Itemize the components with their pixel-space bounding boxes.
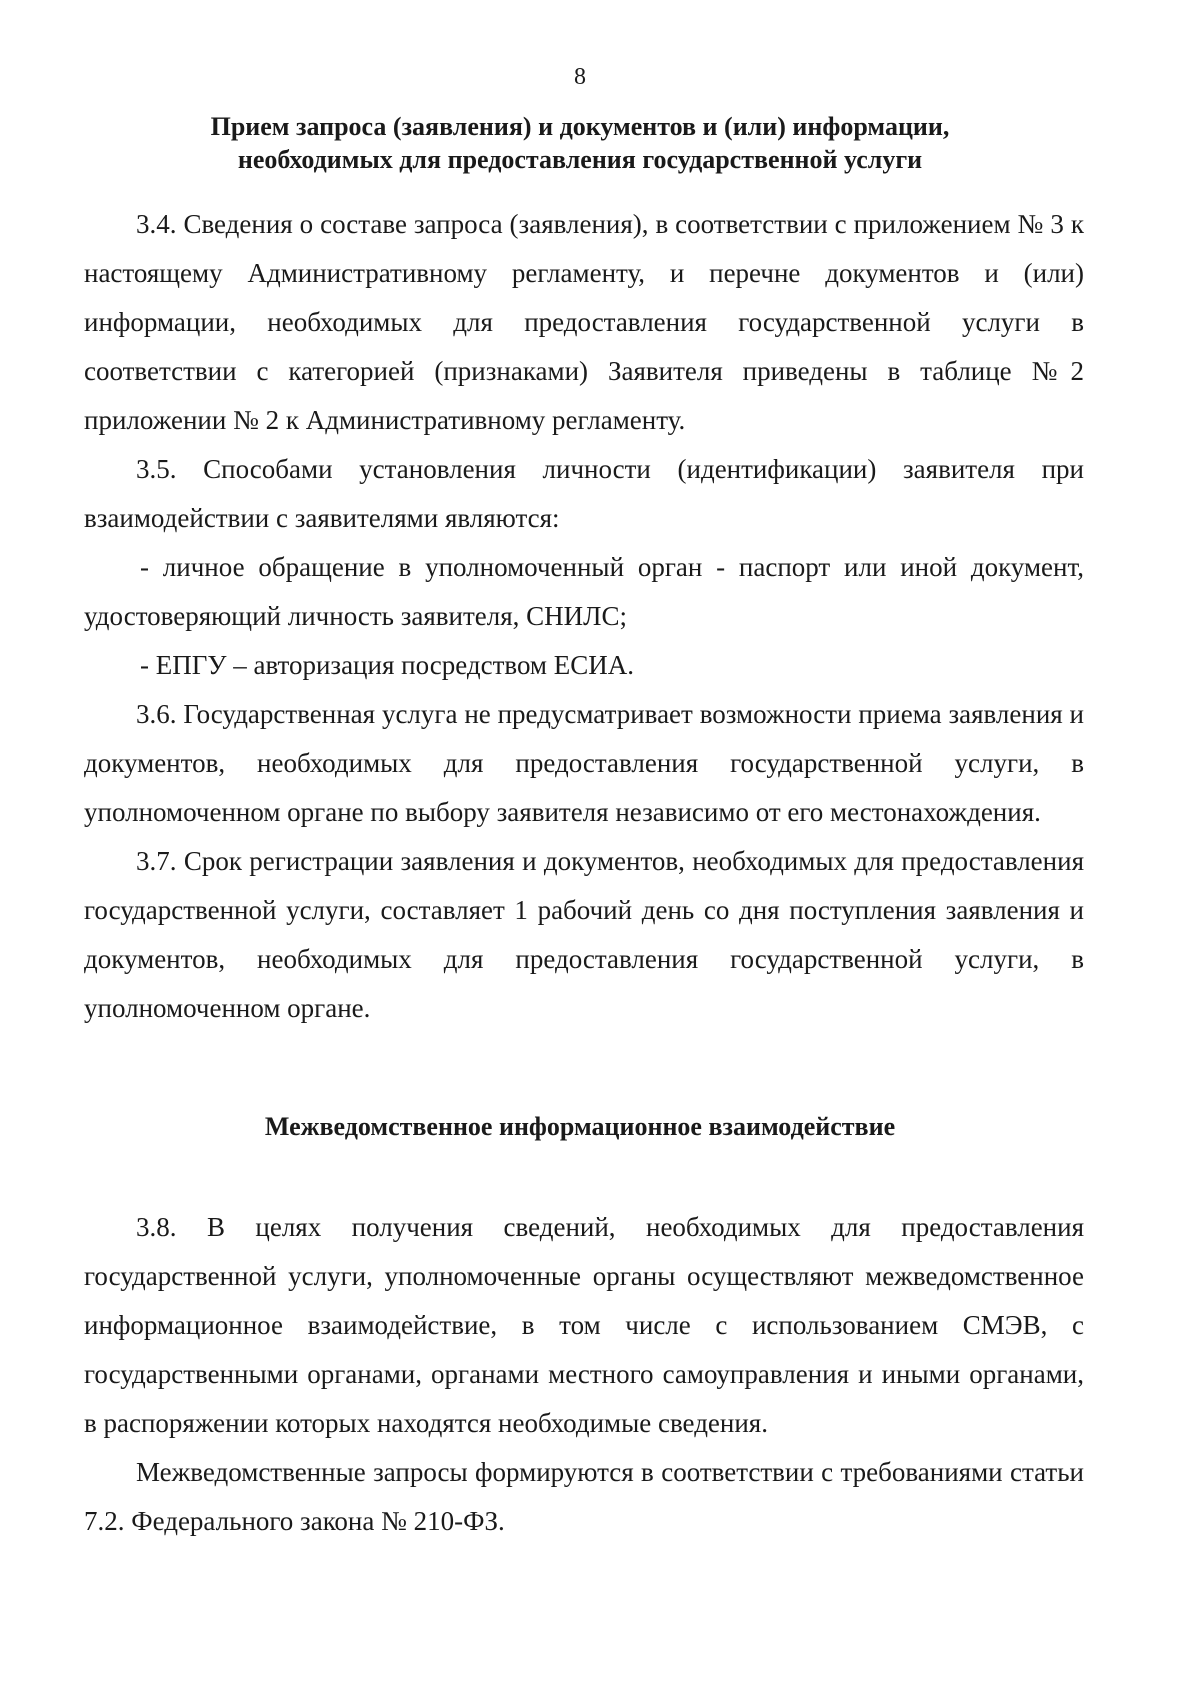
section-body-interagency <box>84 1203 1084 1546</box>
paragraph-3-5: 3.5. Способами установления личности (идентификации) заявителя при взаимодействии с заявителями являются: <box>84 454 1084 533</box>
paragraph-3-6: 3.6. Государственная услуга не предусматривает возможности приема заявления и документов, необходимых для предоставления государственной услуги, в уполномоченном органе по выбору заявителя независимо от его местонахождения. <box>84 699 1084 827</box>
section-heading-interagency: Межведомственное информационное взаимодействие <box>264 1112 896 1141</box>
paragraph-3-4: 3.4. Сведения о составе запроса (заявления), в соответствии с приложением № 3 к настоящему Административному регламенту, и перечне документов и (или) информации, необходимых для предоставления государственной услуги в соответствии с категорией (признаками) Заявителя приведены в таблице №2 приложении № 2 к Административному регламенту. <box>84 209 1084 435</box>
section-heading-line-2: необходимых для предоставления государственной услуги <box>237 145 923 174</box>
section-heading-line-1: Прием запроса (заявления) и документов и (или) информации, <box>210 112 950 141</box>
section-heading-document-intake <box>0 110 1160 176</box>
section-body-document-intake <box>84 200 1084 1033</box>
list-item-epgu: - ЕПГУ – авторизация посредством ЕСИА. <box>140 650 635 680</box>
page-number: 8 <box>574 64 586 90</box>
list-item-personal-visit: - личное обращение в уполномоченный орган - паспорт или иной документ, удостоверяющий личность заявителя, СНИЛС; <box>84 552 1084 631</box>
paragraph-interagency-requests: Межведомственные запросы формируются в соответствии с требованиями статьи 7.2. Федерального закона № 210-ФЗ. <box>84 1457 1084 1536</box>
paragraph-3-8: 3.8. В целях получения сведений, необходимых для предоставления государственной услуги, уполномоченные органы осуществляют межведомственное информационное взаимодействие, в том числе с использованием СМЭВ, с государственными органами, органами местного самоуправления и иными органами, в распоряжении которых находятся необходимые сведения. <box>84 1212 1084 1438</box>
paragraph-3-7: 3.7. Срок регистрации заявления и документов, необходимых для предоставления государственной услуги, составляет 1 рабочий день со дня поступления заявления и документов, необходимых для предоставления государственной услуги, в уполномоченном органе. <box>84 846 1084 1023</box>
